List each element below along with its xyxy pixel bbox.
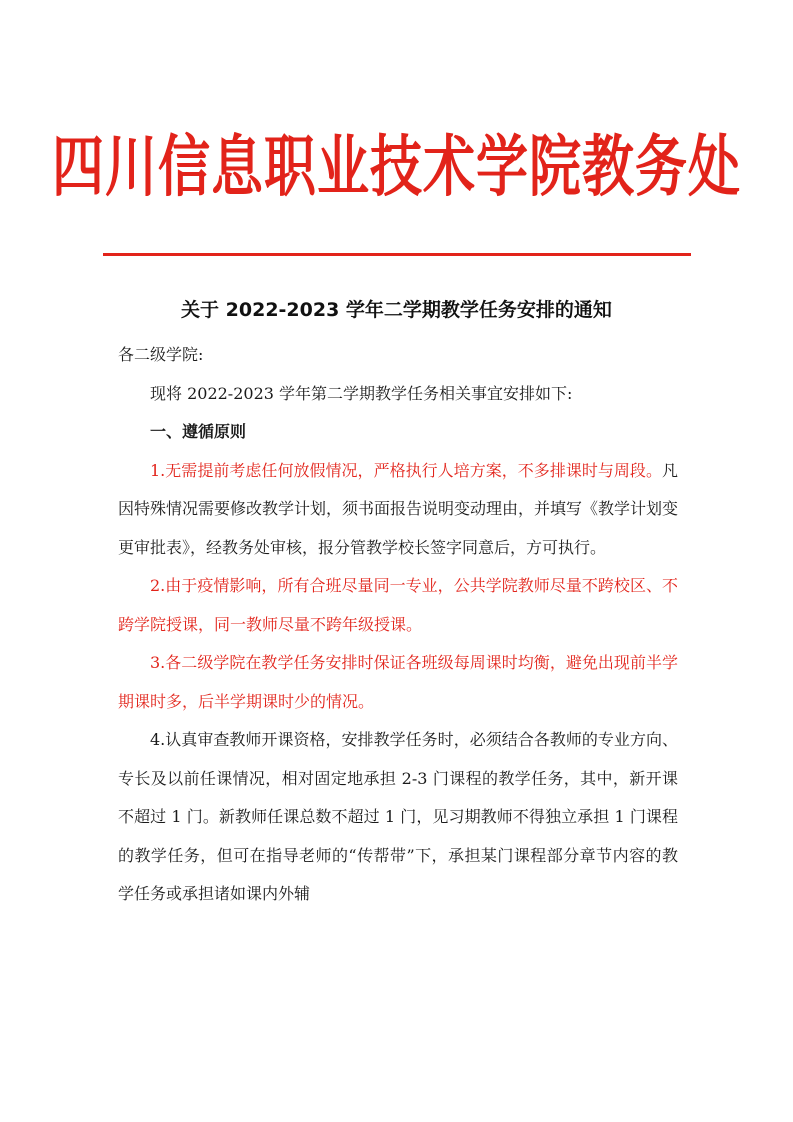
principle-item-1	[118, 452, 678, 568]
principle-item-4: 4.认真审查教师开课资格，安排教学任务时，必须结合各教师的专业方向、专长及以前任课情况，相对固定地承担 2-3 门课程的教学任务，其中，新开课不超过 1 门。新教师任课总数不超过 1 门，见习期教师不得独立承担 1 门课程的教学任务，但可在指导老师的“传帮带”下，承担某门课程部分章节内容的教学任务或承担诸如课内外辅	[118, 730, 678, 903]
section-heading: 一、遵循原则	[150, 422, 247, 441]
masthead-title: 四川信息职业技术学院教务处	[51, 129, 741, 207]
principle-item-2: 2.由于疫情影响，所有合班尽量同一专业，公共学院教师尽量不跨校区、不跨学院授课，同一教师尽量不跨年级授课。	[118, 576, 678, 634]
principle-item-1-text: 凡因特殊情况需要修改教学计划，须书面报告说明变动理由，并填写《教学计划变更审批表》，经教务处审核，报分管教学校长签字同意后，方可执行。	[118, 460, 679, 557]
intro-paragraph: 现将 2022-2023 学年第二学期教学任务相关事宜安排如下:	[150, 383, 573, 403]
document-title: 关于 2022-2023 学年二学期教学任务安排的通知	[181, 299, 612, 321]
document-body	[118, 336, 678, 914]
principle-item-1-highlight: 1.无需提前考虑任何放假情况，严格执行人培方案，不多排课时与周段。	[150, 460, 662, 480]
salutation: 各二级学院:	[118, 345, 204, 364]
masthead-divider	[103, 253, 691, 256]
principle-item-3: 3.各二级学院在教学任务安排时保证各班级每周课时均衡，避免出现前半学期课时多，后半学期课时少的情况。	[118, 653, 678, 711]
